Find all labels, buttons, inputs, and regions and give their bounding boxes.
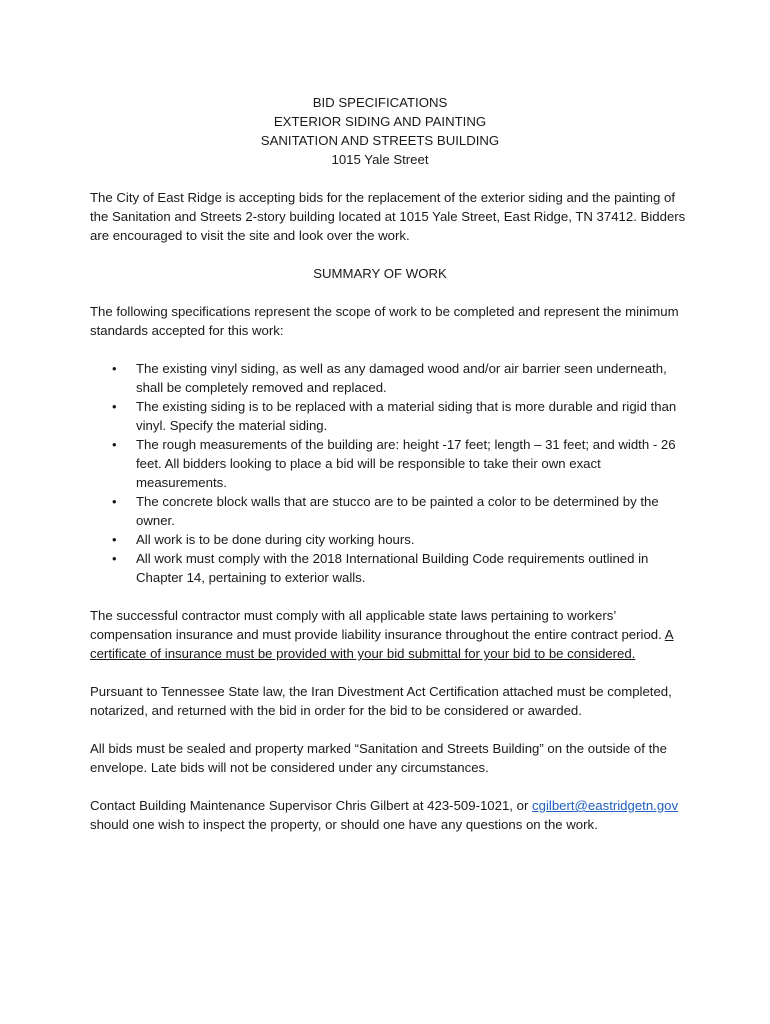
contact-paragraph xyxy=(90,796,690,834)
list-item-text: The existing vinyl siding, as well as any damaged wood and/or air barrier seen underneath, shall be completely removed and replaced. xyxy=(136,361,667,395)
title-bid-specifications: BID SPECIFICATIONS xyxy=(312,95,448,110)
intro-paragraph: The City of East Ridge is accepting bids for the replacement of the exterior siding and the painting of the Sanitation and Streets 2-story building located at 1015 Yale Street, East Ridge, TN 37412. Bidders are encouraged to visit the site and look over the work. xyxy=(90,190,686,243)
bullet-icon: • xyxy=(112,437,117,452)
list-item xyxy=(90,530,690,549)
title-address: 1015 Yale Street xyxy=(331,152,429,167)
title-building-name: SANITATION AND STREETS BUILDING xyxy=(260,133,500,148)
contact-text-before: Contact Building Maintenance Supervisor Chris Gilbert at 423-509-1021, or xyxy=(90,798,533,813)
specs-intro-paragraph: The following specifications represent the scope of work to be completed and represent the minimum standards accepted for this work: xyxy=(90,304,679,338)
title-exterior-siding: EXTERIOR SIDING AND PAINTING xyxy=(273,114,487,129)
list-item xyxy=(90,549,690,587)
bullet-icon: • xyxy=(112,494,117,509)
list-item xyxy=(90,492,690,530)
bullet-icon: • xyxy=(112,551,117,566)
summary-heading: SUMMARY OF WORK xyxy=(313,266,447,281)
insurance-paragraph xyxy=(90,606,690,663)
list-item xyxy=(90,397,690,435)
bullet-icon: • xyxy=(112,399,117,414)
sealed-bids-paragraph: All bids must be sealed and property marked “Sanitation and Streets Building” on the outside of the envelope. Late bids will not be considered under any circumstances. xyxy=(90,741,667,775)
list-item-text: All work is to be done during city working hours. xyxy=(136,532,415,547)
list-item xyxy=(90,435,690,492)
list-item xyxy=(90,359,690,397)
document-title-block xyxy=(70,93,690,169)
insurance-requirement-underlined: A certificate of insurance must be provided with your bid submittal for your bid to be considered. xyxy=(90,627,674,661)
contact-text-after: should one wish to inspect the property, or should one have any questions on the work. xyxy=(90,817,598,832)
insurance-text: The successful contractor must comply with all applicable state laws pertaining to workers’ compensation insurance and must provide liability insurance throughout the entire contract period. xyxy=(90,608,665,642)
specs-bullet-list xyxy=(90,359,690,587)
list-item-text: The rough measurements of the building are: height -17 feet; length – 31 feet; and width - 26 feet. All bidders looking to place a bid will be responsible to take their own exact measurements. xyxy=(136,437,676,490)
document-page xyxy=(90,93,690,853)
list-item-text: The existing siding is to be replaced with a material siding that is more durable and rigid than vinyl. Specify the material siding. xyxy=(136,399,677,433)
list-item-text: All work must comply with the 2018 International Building Code requirements outlined in Chapter 14, pertaining to exterior walls. xyxy=(136,551,649,585)
bullet-icon: • xyxy=(112,532,117,547)
bullet-icon: • xyxy=(112,361,117,376)
list-item-text: The concrete block walls that are stucco are to be painted a color to be determined by the owner. xyxy=(136,494,659,528)
iran-divestment-paragraph: Pursuant to Tennessee State law, the Iran Divestment Act Certification attached must be completed, notarized, and returned with the bid in order for the bid to be considered or awarded. xyxy=(90,684,672,718)
contact-email-link[interactable]: cgilbert@eastridgetn.gov xyxy=(532,798,679,813)
